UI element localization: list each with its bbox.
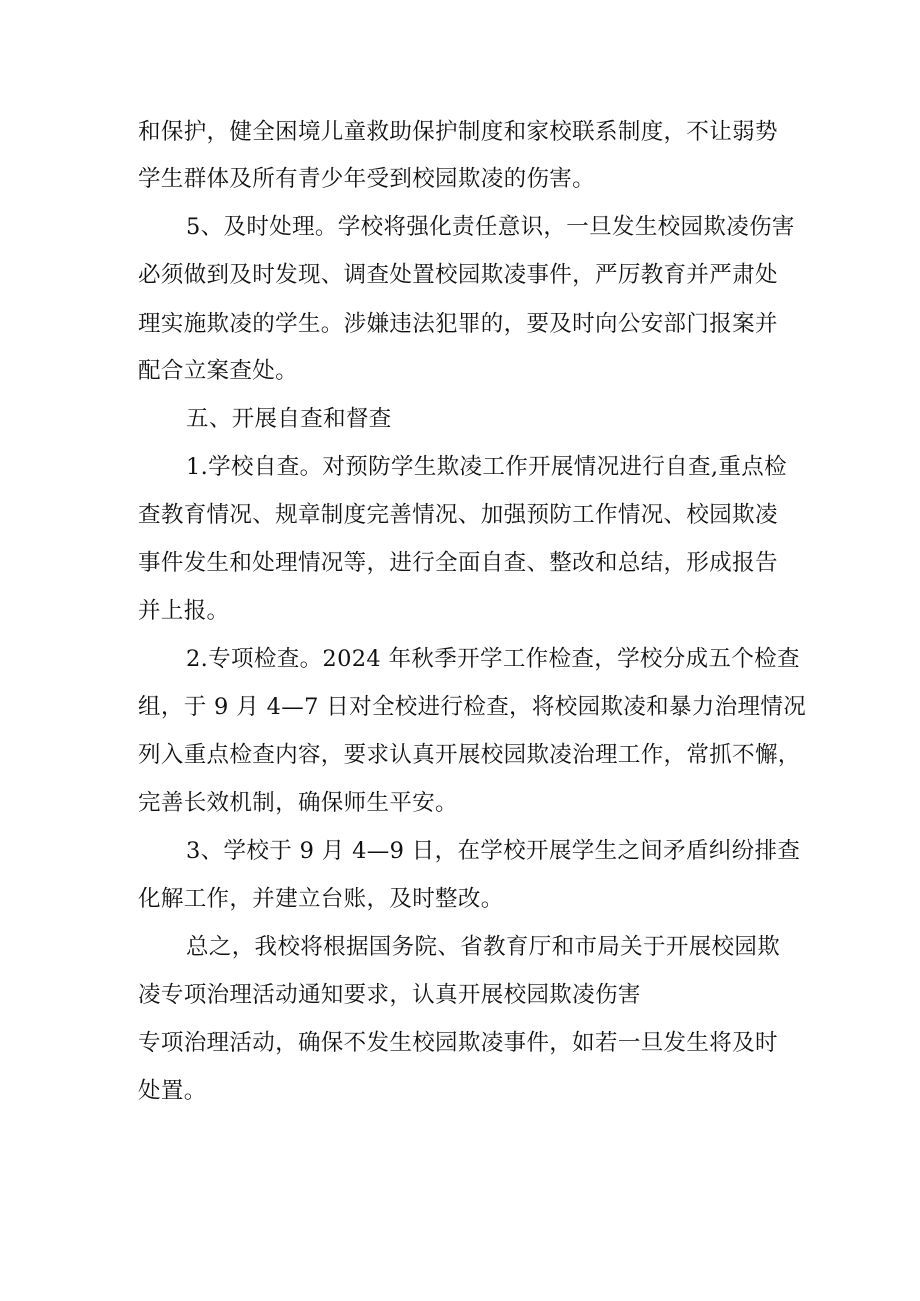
text-line-14: 列入重点检查内容，要求认真开展校园欺凌治理工作，常抓不懈， [138,742,801,768]
text-line-2: 学生群体及所有青少年受到校园欺凌的伤害。 [138,166,596,192]
text-line-12: 2.专项检查。2024 年秋季开学工作检查，学校分成五个检查 [186,646,800,672]
text-line-18: 总之，我校将根据国务院、省教育厅和市局关于开展校园欺 [186,934,781,960]
text-line-21: 处置。 [138,1078,207,1104]
section-heading: 五、开展自查和督查 [186,406,392,432]
text-line-5: 理实施欺凌的学生。涉嫌违法犯罪的，要及时向公安部门报案并 [138,311,778,337]
text-line-17: 化解工作，并建立台账，及时整改。 [138,886,504,912]
text-line-16: 3、学校于 9 月 4—9 日，在学校开展学生之间矛盾纠纷排查 [186,838,801,864]
text-line-19: 凌专项治理活动通知要求，认真开展校园欺凌伤害 [138,982,641,1008]
text-line-8: 1.学校自查。对预防学生欺凌工作开展情况进行自查,重点检 [186,454,787,480]
text-line-11: 并上报。 [138,598,230,624]
text-line-4: 必须做到及时发现、调查处置校园欺凌事件，严厉教育并严肃处 [138,262,778,288]
text-line-15: 完善长效机制，确保师生平安。 [138,790,458,816]
text-line-1: 和保护，健全困境儿童救助保护制度和家校联系制度，不让弱势 [138,119,778,145]
text-line-13: 组，于 9 月 4—7 日对全校进行检查，将校园欺凌和暴力治理情况 [138,694,807,720]
text-line-6: 配合立案查处。 [138,358,298,384]
text-line-9: 查教育情况、规章制度完善情况、加强预防工作情况、校园欺凌 [138,502,778,528]
text-line-20: 专项治理活动，确保不发生校园欺凌事件，如若一旦发生将及时 [138,1030,778,1056]
text-line-10: 事件发生和处理情况等，进行全面自查、整改和总结，形成报告 [138,550,778,576]
text-line-3: 5、及时处理。学校将强化责任意识，一旦发生校园欺凌伤害 [186,214,795,240]
